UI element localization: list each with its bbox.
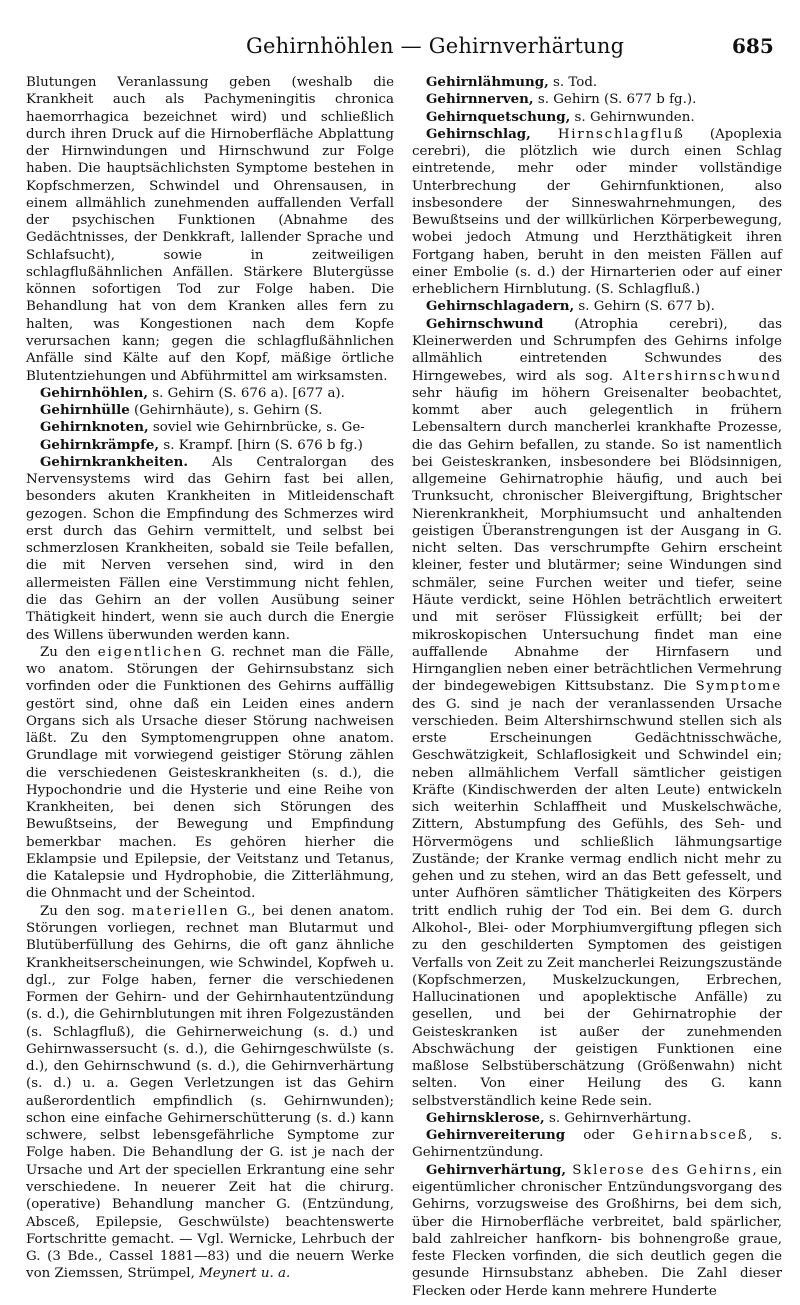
entry-text: oder: [565, 1128, 633, 1144]
paragraph: [26, 903, 394, 1283]
left-column: [26, 74, 394, 1283]
lemma: Gehirnknoten,: [40, 419, 149, 436]
spaced-term: materiellen: [132, 903, 230, 919]
paragraph-text: Zu den: [40, 644, 98, 660]
entry-gehirnkraempfe: [26, 437, 394, 454]
entry-gehirnknoten: [26, 419, 394, 436]
lemma: Gehirnkrankheiten.: [40, 453, 189, 470]
entry-text: s. Gehirn (S. 676 a). [677 a).: [147, 385, 345, 401]
lemma: Gehirnschlagadern,: [426, 298, 575, 315]
lemma: Gehirnvereiterung: [426, 1127, 566, 1144]
entry-gehirnschlagadern: [412, 298, 782, 315]
lemma: Gehirnlähmung,: [426, 74, 549, 90]
entry-gehirnhuelle: [26, 402, 394, 419]
spaced-term: eigentlichen: [97, 644, 204, 660]
entry-text: (Atrophia cerebri), das Kleinerwerden und Schrumpfen des Gehirns infolge allmählich eintretenden Schwundes des Hirngewebes, wird als sog.: [412, 316, 782, 384]
paragraph-text: Blutungen Veranlassung geben (weshalb die Krankheit auch als Pachymeningitis chronica haemorrhagica bezeichnet wird) und schließlich durch ihren Druck auf die Hirnoberfläche Abplattung der Hirnwindungen und Hirnschwund zur Folge haben. Die hauptsächlichsten Symptome bestehen in Kopfschmerzen, Schwindel und Ohrensausen, in einem allmählich zunehmenden auffallenden Verfall der psychischen Funktionen (Abnahme des Gedächtnisses, der Denkkraft, lallender Sprache und Schlafsucht), sowie in zeitweiligen schlagflußähnlichen Anfällen. Stärkere Blutergüsse können sofortigen Tod zur Folge haben. Die Behandlung hat von dem Kranken alles fern zu halten, was Kongestionen nach dem Kopfe verursachen kann; gegen die schlagflußähnlichen Anfälle sind Kälte auf den Kopf, mäßige örtliche Blutentziehungen und Abführmittel am wirksamsten.: [26, 75, 394, 384]
spaced-term: Altershirnschwund: [622, 368, 782, 384]
entry-text: (Gehirnhäute), s. Gehirn (S.: [129, 403, 323, 419]
paragraph: [26, 74, 394, 385]
entry-text: soviel wie Gehirnbrücke, s. Ge-: [148, 420, 365, 436]
entry-text: Als Centralorgan des Nervensystems wird das Gehirn fast bei allen, besonders akuten Krankheiten in Mitleidenschaft gezogen. Schon die Empfindung des Schmerzes wird erst durch das Gehirn vermittelt, und selbst bei schmerzlosen Krankheiten, sobald sie Teile befallen, die mit Nerven versehen sind, wird in den allermeisten Fällen eine Verstimmung nicht fehlen, die das Gehirn an der vollen Ausübung seiner Thätigkeit hindert, wenn sie auch durch die Energie des Willens überwunden werden kann.: [26, 454, 394, 643]
entry-gehirnvereiterung: [412, 1127, 782, 1162]
spaced-term: Hirnschlagfluß: [530, 126, 685, 142]
entry-text: (Apoplexia cerebri), die plötzlich wie durch einen Schlag eintretende, mehr oder minder vollständige Unterbrechung der Gehirnfunktionen, also insbesondere der Sinneswahrnehmungen, des Bewußtseins und der willkürlichen Körperbewegung, wobei jedoch Atmung und Herzthätigkeit ihren Fortgang haben, beruht in den meisten Fällen auf einer Embolie (s. d.) der Hirnarterien oder auf einer erheblichern Hirnblutung. (S. Schlagfluß.): [412, 126, 782, 298]
entry-text: , s. Gehirnentzündung.: [412, 1128, 782, 1161]
entry-gehirnhoehlen: [26, 385, 394, 402]
spaced-term: Gehirnabsceß: [632, 1128, 749, 1144]
entry-text: s. Gehirn (S. 677 b).: [574, 299, 715, 315]
entry-text: des G. sind je nach der veranlassenden Ursache verschieden. Beim Altershirnschwund stellen sich als erste Erscheinungen Gedächtnisschwäche, Geschwätzigkeit, Schlaflosigkeit und Schwindel ein; neben allmählichem Verfall sämtlicher geistigen Kräfte (Kindischwerden der alten Leute) entwickeln sich weiterhin Schlaffheit und Muskelschwäche, Zittern, Abstumpfung des Gefühls, des Seh- und Hörvermögens und schließlich lähmungsartige Zustände; der Kranke vermag endlich nicht mehr zu gehen und zu stehen, wird an das Bett gefesselt, und unter Aufhören sämtlicher Thätigkeiten des Körpers tritt endlich ruhig der Tod ein. Bei dem G. durch Alkohol-, Blei- oder Morphiumvergiftung pflegen sich zu den geschilderten Symptomen des geistigen Verfalls von Zeit zu Zeit mancherlei Reizungszustände (Kopfschmerzen, Muskelzuckungen, Erbrechen, Hallucinationen und apoplektische Anfälle) zu gesellen, und bei der Gehirnatrophie der Geisteskranken ist außer der zunehmenden Abschwächung der geistigen Funktionen eine maßlose Selbstüberschätzung (Größenwahn) nicht selten. Von einer Heilung des G. kann selbstverständlich keine Rede sein.: [412, 696, 782, 1109]
entry-gehirnkrankheiten: [26, 454, 394, 644]
lemma: Gehirnsklerose,: [426, 1109, 545, 1126]
entry-gehirnlaehmung: [412, 74, 782, 91]
lemma: Gehirnschlag,: [426, 125, 531, 142]
lemma: Gehirnnerven,: [426, 91, 534, 108]
page-number: 685: [732, 34, 774, 58]
entry-gehirnsklerose: [412, 1110, 782, 1127]
lemma: Gehirnschwund: [426, 315, 544, 332]
italic-text: Meynert u. a.: [199, 1266, 291, 1282]
entry-gehirnschwund: [412, 316, 782, 1110]
entry-text: s. Krampf. [hirn (S. 676 b fg.): [159, 437, 363, 453]
paragraph-text: G. rechnet man die Fälle, wo anatom. Störungen der Gehirnsubstanz sich vorfinden oder die Funktionen des Gehirns auffällig gestört sind, ohne daß ein Leiden eines andern Organs sich als Ursache dieser Störung nachweisen läßt. Zu den Symptomengruppen ohne anatom. Grundlage mit vorwiegend geistiger Störung zählen die verschiedenen Geisteskrankheiten (s. d.), die Hypochondrie und die Hysterie und eine Reihe von Krankheiten, bei denen sich Störungen des Bewußtseins, der Bewegung und Empfindung bemerkbar machen. Es gehören hierher die Eklampsie und Epilepsie, der Veitstanz und Tetanus, die Katalepsie und Hydrophobie, die Zitterlähmung, die Ohnmacht und der Scheintod.: [26, 644, 394, 902]
lemma: Gehirnquetschung,: [426, 108, 571, 125]
entry-text: s. Gehirnverhärtung.: [544, 1110, 692, 1126]
lemma: Gehirnkrämpfe,: [40, 436, 160, 453]
lemma: Gehirnhöhlen,: [40, 384, 148, 401]
spaced-term: Sklerose des Gehirns: [566, 1162, 753, 1178]
paragraph: [26, 644, 394, 903]
right-column: [412, 74, 782, 1300]
page-header: [0, 0, 800, 62]
entry-text: sehr häufig im höhern Greisenalter beobachtet, kommt aber auch gelegentlich in frühern Lebensaltern durch mancherlei krankhafte Prozesse, die das Gehirn befallen, zu stande. So ist namentlich bei Geisteskranken, insbesondere bei Blödsinnigen, allgemeine Gehirnatrophie häufig, und auch bei Trunksucht, chronischer Bleivergiftung, Brightscher Nierenkrankheit, Morphiumsucht und anhaltenden geistigen Überanstrengungen ist der Ausgang in G. nicht selten. Das verschrumpfte Gehirn erscheint kleiner, fester und blutärmer; seine Windungen sind schmäler, seine Furchen weiter und tiefer, seine Häute verdickt, seine Höhlen beträchtlich erweitert und mit seröser Flüssigkeit erfüllt; bei der mikroskopischen Untersuchung findet man eine auffallende Abnahme der Hirnfasern und Hirnganglien neben einer beträchtlichen Vermehrung der bindegewebigen Kittsubstanz. Die: [412, 385, 782, 695]
entry-gehirnquetschung: [412, 109, 782, 126]
paragraph-text: Zu den sog.: [40, 903, 133, 919]
spaced-term: Symptome: [695, 679, 782, 695]
entry-gehirnverhaertung: [412, 1162, 782, 1300]
running-title: Gehirnhöhlen — Gehirnverhärtung: [246, 34, 625, 58]
entry-gehirnschlag: [412, 126, 782, 299]
entry-text: s. Tod.: [548, 75, 598, 90]
entry-text: s. Gehirnwunden.: [570, 109, 695, 125]
paragraph-text: G., bei denen anatom. Störungen vorliegen, rechnet man Blutarmut und Blutüberfüllung des Gehirns, die oft ganz ähnliche Krankheitserscheinungen, wie Schwindel, Kopfweh u. dgl., zur Folge haben, ferner die verschiedenen Formen der Gehirn- und der Gehirnhautentzündung (s. d.), die Gehirnblutungen mit ihren Folgezuständen (s. Schlagfluß), die Gehirnerweichung (s. d.) und Gehirnwassersucht (s. d.), die Gehirngeschwülste (s. d.), den Gehirnschwund (s. d.), die Gehirnverhärtung (s. d.) u. a. Gegen Verletzungen ist das Gehirn außerordentlich empfindlich (s. Gehirnwunden); schon eine einfache Gehirnerschütterung (s. d.) kann schwere, selbst lebensgefährliche Symptome zur Folge haben. Die Behandlung der G. ist je nach der Ursache und Art der speciellen Erkrantung eine sehr verschiedene. In neuerer Zeit hat die chirurg. (operative) Behandlung mancher G. (Entzündung, Absceß, Epilepsie, Geschwülste) beachtenswerte Fortschritte gemacht. — Vgl. Wernicke, Lehrbuch der G. (3 Bde., Cassel 1881—83) und die neuern Werke von Ziemssen, Strümpel,: [26, 903, 394, 1282]
lemma: Gehirnverhärtung,: [426, 1161, 567, 1178]
entry-gehirnnerven: [412, 91, 782, 108]
entry-text: s. Gehirn (S. 677 b fg.).: [533, 92, 697, 108]
lemma: Gehirnhülle: [40, 402, 130, 419]
entry-text: , ein eigentümlicher chronischer Entzündungsvorgang des Gehirns, vorzugsweise des Großhirns, bei dem sich, über die Hirnoberfläche verbreitet, bald spärlicher, bald zahlreicher hanfkorn- bis bohnengroße graue, feste Flecken vorfinden, die sich deutlich gegen die gesunde Hirnsubstanz abheben. Die Zahl dieser Flecken oder Herde kann mehrere Hunderte: [412, 1162, 782, 1299]
